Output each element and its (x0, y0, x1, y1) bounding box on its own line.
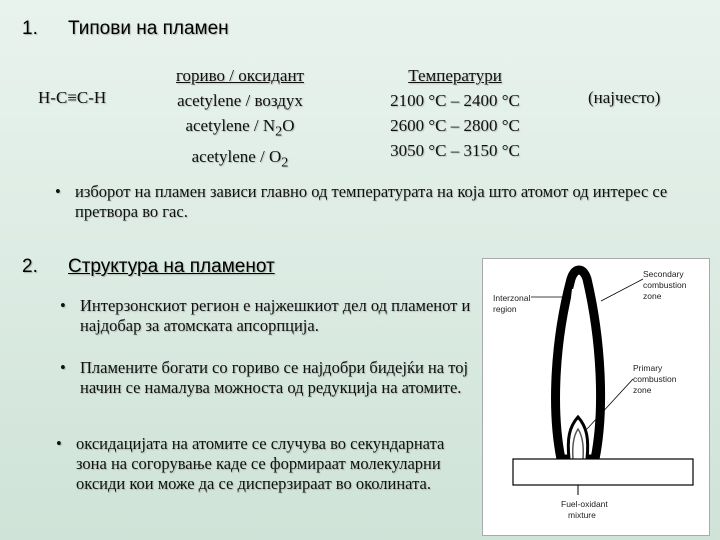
interzonal-text: Интерзонскиот регион е најжешкиот дел од пламенот и најдобар за атомската апсорпција. (80, 296, 471, 335)
section-2-bullet-1: • Интерзонскиот регион е најжешкиот дел од пламенот и најдобар за атомската апсорпција. (60, 296, 471, 335)
section-2-title: Структура на пламенот (68, 256, 275, 277)
svg-text:mixture: mixture (568, 510, 596, 520)
fuel-row-3: acetylene / $O_2$ (191, 147, 289, 171)
flame-choice-text: изборот на пламен зависи главно од температурата на која што атомот од интерес се претвора во гас. (75, 182, 668, 221)
fuel-oxidant-column (150, 63, 330, 176)
svg-text:zone: zone (643, 291, 662, 301)
section-2-bullet-2: • Пламените богати со гориво се најдобри бидејќи на тој начин се намалува можноста од редукција на атомите. (60, 358, 469, 397)
section-1-title: Типови на пламен (68, 18, 229, 39)
section-2-bullet-3: • оксидацијата на атомите се случува во секундарната зона на согорување каде се формираат молекуларни оксиди кои може да се дисперзираат во околината. (56, 434, 445, 493)
temperature-row-1: 2100 °C – 2400 °C (390, 91, 520, 110)
label-interzonal: Interzonal (493, 293, 531, 303)
svg-text:combustion: combustion (643, 280, 687, 290)
fuel-rich-text: Пламените богати со гориво се најдобри бидејќи на тој начин се намалува можноста од редукција на атомите. (80, 358, 469, 397)
burner-head (513, 459, 693, 485)
label-fuel-oxidant: Fuel-oxidant (561, 499, 608, 509)
acetylene-formula: H-C≡C-H (38, 88, 107, 107)
temperature-row-3: 3050 °C – 3150 °C (390, 141, 520, 160)
fuel-oxidant-header: гориво / оксидант (176, 66, 304, 85)
temperature-column (360, 63, 550, 163)
svg-text:zone: zone (633, 385, 652, 395)
section-2-heading (22, 256, 275, 278)
section-1-bullet (55, 182, 695, 222)
section-1-heading (22, 18, 229, 40)
bullet-dot: • (55, 182, 61, 201)
temperature-header: Температури (408, 66, 502, 85)
fuel-row-1: acetylene / воздух (177, 91, 303, 110)
section-2-number: 2. (22, 256, 38, 277)
most-common-note: (најчесто) (588, 88, 661, 107)
label-primary: Primary (633, 363, 663, 373)
svg-text:combustion: combustion (633, 374, 677, 384)
section-1-number: 1. (22, 18, 38, 39)
label-secondary: Secondary (643, 269, 684, 279)
temperature-row-2: 2600 °C – 2800 °C (390, 116, 520, 135)
svg-text:region: region (493, 304, 517, 314)
flame-structure-figure (482, 258, 710, 536)
oxidation-text: оксидацијата на атомите се случува во секундарната зона на согорување каде се формираат молекуларни оксиди кои може да се дисперзираат во околината. (76, 434, 445, 493)
fuel-row-2: acetylene / $N_2O$ (185, 116, 295, 140)
